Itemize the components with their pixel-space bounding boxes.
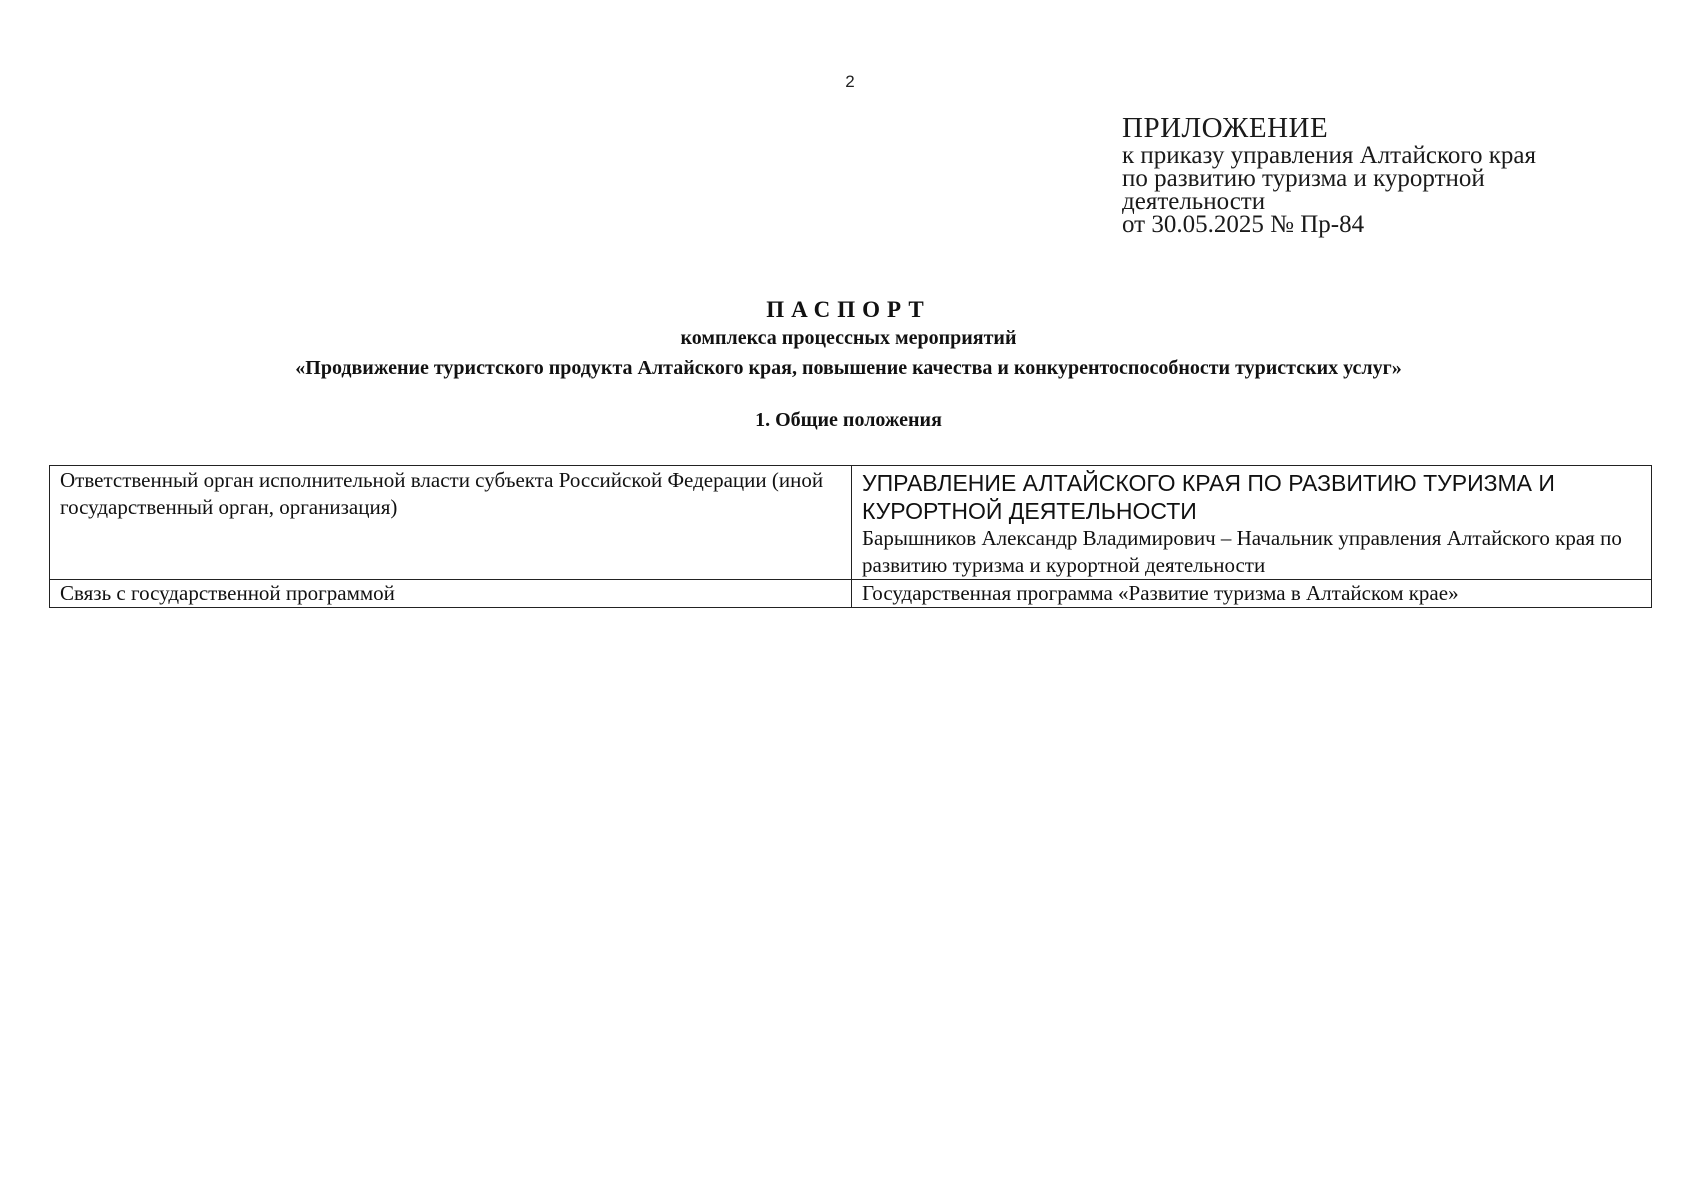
appendix-block (1122, 112, 1642, 236)
appendix-line-4: от 30.05.2025 № Пр-84 (1122, 211, 1365, 238)
document-subtitle: комплекса процессных мероприятий (680, 327, 1017, 349)
page-number: 2 (845, 72, 855, 91)
table-row (50, 580, 1652, 608)
row-label-program-link: Связь с государственной программой (50, 580, 852, 608)
row-value-program-link: Государственная программа «Развитие туризма в Алтайском крае» (852, 580, 1652, 608)
appendix-line-1: к приказу управления Алтайского края (1122, 142, 1536, 169)
organization-head: Барышников Александр Владимирович – Начальник управления Алтайского края по развитию туризма и курортной деятельности (862, 526, 1622, 577)
appendix-line-3: деятельности (1122, 188, 1266, 215)
section-title: 1. Общие положения (755, 409, 942, 431)
program-name: «Продвижение туристского продукта Алтайского края, повышение качества и конкурентоспособности туристских услуг» (295, 357, 1402, 379)
row-value-responsible-body (852, 466, 1652, 580)
document-title: ПАСПОРТ (766, 297, 931, 322)
table-row (50, 466, 1652, 580)
appendix-title: ПРИЛОЖЕНИЕ (1122, 112, 1329, 144)
general-provisions-table (49, 465, 1652, 608)
organization-name: УПРАВЛЕНИЕ АЛТАЙСКОГО КРАЯ ПО РАЗВИТИЮ ТУРИЗМА И КУРОРТНОЙ ДЕЯТЕЛЬНОСТИ (862, 470, 1555, 524)
appendix-line-2: по развитию туризма и курортной (1122, 165, 1485, 192)
row-label-responsible-body: Ответственный орган исполнительной власти субъекта Российской Федерации (иной государственный орган, организация) (50, 466, 852, 580)
